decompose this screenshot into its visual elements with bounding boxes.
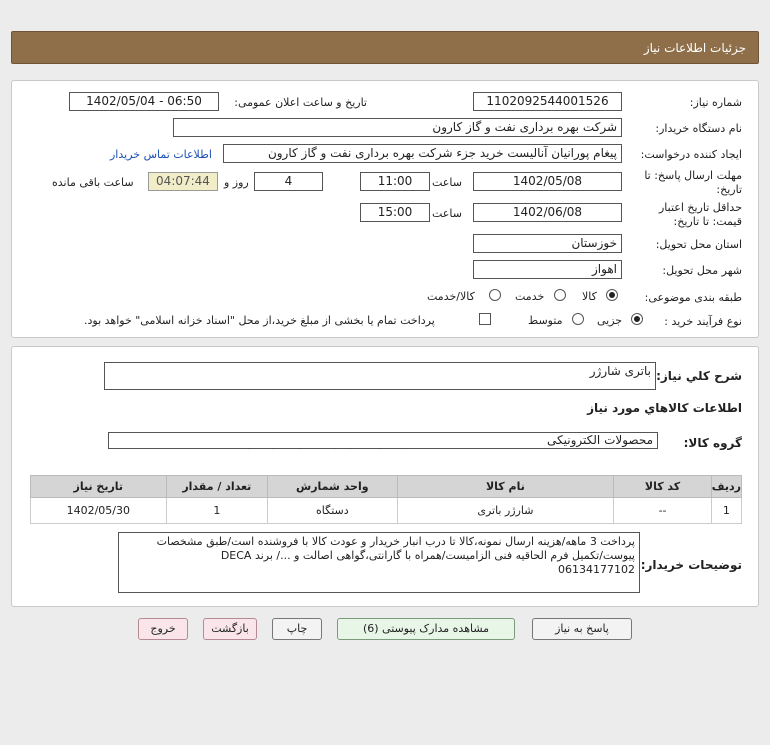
- creator-label: ایجاد کننده درخواست:: [640, 148, 742, 161]
- group-field: محصولات الکترونیکی: [108, 432, 658, 449]
- col-row: ردیف: [711, 476, 741, 498]
- announce-field: 1402/05/04 - 06:50: [69, 92, 219, 111]
- deadline-label-2: تاریخ:: [716, 183, 742, 196]
- page-header: [11, 31, 759, 64]
- treasury-checkbox[interactable]: [479, 313, 491, 325]
- validity-time-label: ساعت: [432, 207, 462, 220]
- col-code: کد کالا: [614, 476, 711, 498]
- back-button[interactable]: بازگشت: [203, 618, 257, 640]
- need-number-field: 1102092544001526: [473, 92, 622, 111]
- buyer-desc-line-3: 06134177102: [558, 563, 635, 576]
- print-button[interactable]: چاپ: [272, 618, 322, 640]
- category-radio-both[interactable]: [489, 289, 501, 301]
- announce-label: تاریخ و ساعت اعلان عمومی:: [234, 96, 367, 109]
- buyer-desc-label: توضیحات خریدار:: [640, 558, 742, 572]
- city-field: اهواز: [473, 260, 622, 279]
- need-number-label: شماره نیاز:: [689, 96, 742, 109]
- col-date: تاریخ نیاز: [31, 476, 167, 498]
- remaining-label: ساعت باقی مانده: [52, 176, 134, 189]
- creator-field: پیغام پورانیان آنالیست خرید جزء شرکت بهره برداری نفت و گاز کارون: [223, 144, 622, 163]
- process-label: نوع فرآیند خرید :: [664, 315, 742, 328]
- province-label: استان محل تحویل:: [655, 238, 742, 251]
- validity-label-2: قیمت: تا تاریخ:: [673, 215, 742, 228]
- summary-field: باتری شارژر: [104, 362, 656, 390]
- deadline-label: مهلت ارسال پاسخ: تا: [644, 169, 742, 182]
- cell-code: --: [614, 498, 711, 524]
- payment-note: پرداخت تمام یا بخشی از مبلغ خرید،از محل "اسناد خزانه اسلامی" خواهد بود.: [84, 314, 435, 327]
- group-label: گروه کالا:: [683, 436, 742, 450]
- cell-qty: 1: [166, 498, 268, 524]
- days-field: 4: [254, 172, 323, 191]
- cell-row: 1: [711, 498, 741, 524]
- category-option-goods: کالا: [582, 290, 597, 303]
- table-header-row: [31, 476, 742, 498]
- category-radio-goods[interactable]: [606, 289, 618, 301]
- exit-button[interactable]: خروج: [138, 618, 188, 640]
- cell-name: شارژر باتری: [397, 498, 614, 524]
- process-radio-minor[interactable]: [631, 313, 643, 325]
- validity-time-field: 15:00: [360, 203, 430, 222]
- category-radio-service[interactable]: [554, 289, 566, 301]
- buyer-desc-line-1: پرداخت 3 ماهه/هزینه ارسال نمونه،کالا تا درب انبار خریدار و عودت کالا با فروشنده است/طبق مشخصات: [156, 535, 635, 548]
- process-option-medium: متوسط: [528, 314, 563, 327]
- reply-button[interactable]: پاسخ به نیاز: [532, 618, 632, 640]
- validity-date-field: 1402/06/08: [473, 203, 622, 222]
- col-qty: تعداد / مقدار: [166, 476, 268, 498]
- cell-date: 1402/05/30: [31, 498, 167, 524]
- province-field: خوزستان: [473, 234, 622, 253]
- remaining-time-field: 04:07:44: [148, 172, 218, 191]
- col-name: نام کالا: [397, 476, 614, 498]
- buyer-desc-field: [118, 532, 640, 593]
- days-label: روز و: [224, 176, 249, 189]
- buyer-desc-line-2: پیوست/تکمیل فرم الحاقیه فنی الزامیست/همراه با گارانتی،گواهی اصالت و .../ برند DECA: [220, 549, 635, 562]
- cell-unit: دستگاه: [268, 498, 397, 524]
- page-title: جزئیات اطلاعات نیاز: [643, 41, 746, 55]
- buyer-contact-link[interactable]: اطلاعات تماس خریدار: [110, 148, 212, 161]
- deadline-date-field: 1402/05/08: [473, 172, 622, 191]
- category-label: طبقه بندی موضوعی:: [644, 291, 742, 304]
- deadline-time-field: 11:00: [360, 172, 430, 191]
- buyer-org-label: نام دستگاه خریدار:: [655, 122, 742, 135]
- attachments-button[interactable]: مشاهده مدارک پیوستی (6): [337, 618, 515, 640]
- deadline-time-label: ساعت: [432, 176, 462, 189]
- validity-label: حداقل تاریخ اعتبار: [658, 201, 742, 214]
- goods-info-title: اطلاعات کالاهاي مورد نياز: [587, 401, 742, 415]
- process-option-minor: جزیی: [597, 314, 623, 327]
- process-radio-medium[interactable]: [572, 313, 584, 325]
- goods-table-wrap: [30, 475, 742, 524]
- goods-table: [30, 475, 742, 524]
- category-option-both: کالا/خدمت: [427, 290, 475, 303]
- table-row: [31, 498, 742, 524]
- category-option-service: خدمت: [515, 290, 545, 303]
- col-unit: واحد شمارش: [268, 476, 397, 498]
- buyer-org-field: شرکت بهره برداری نفت و گاز کارون: [173, 118, 622, 137]
- summary-label: شرح کلي نياز:: [656, 369, 742, 383]
- city-label: شهر محل تحویل:: [662, 264, 742, 277]
